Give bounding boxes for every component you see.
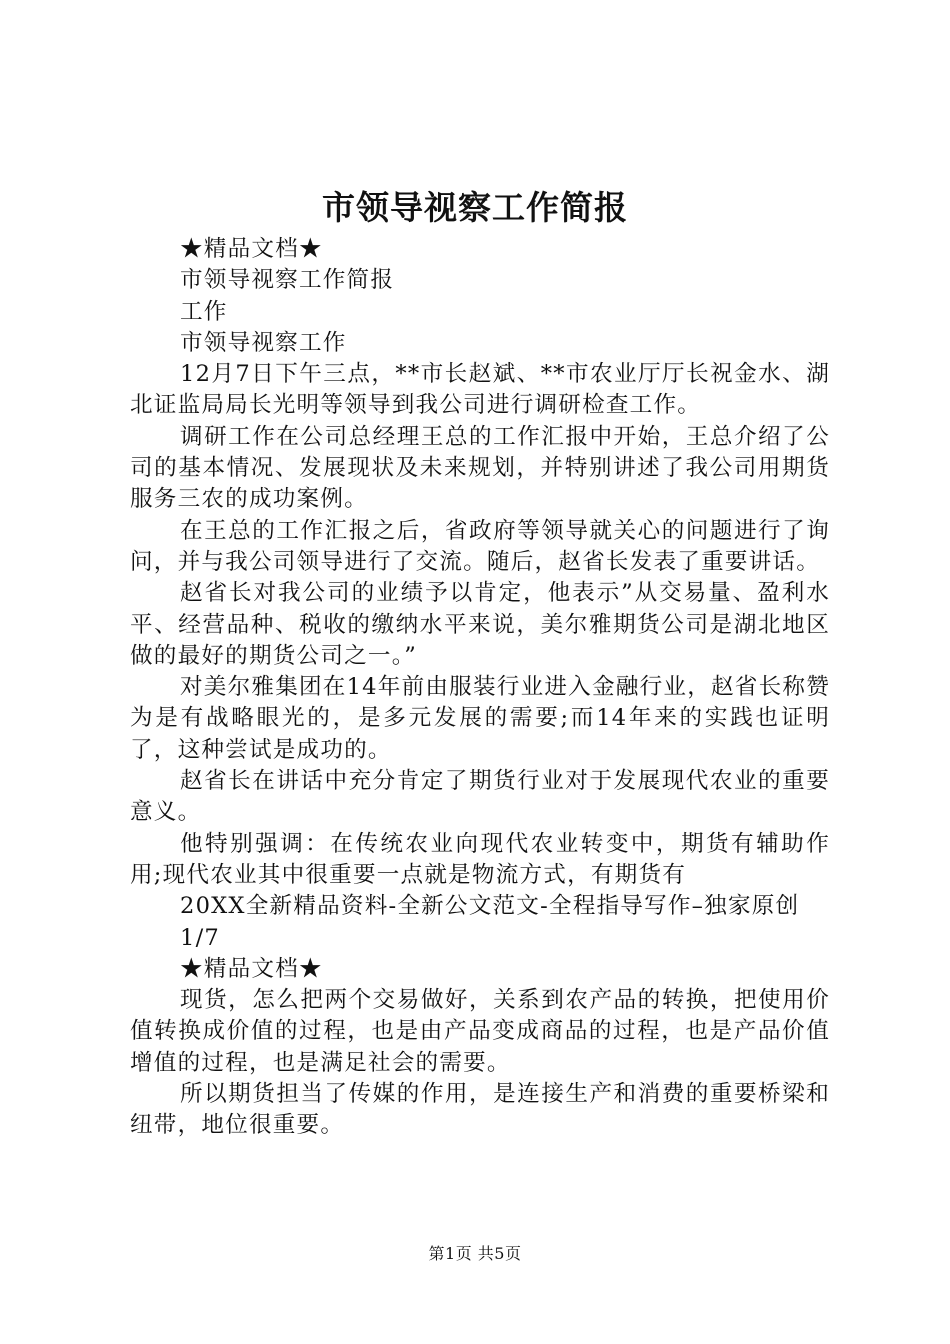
paragraph: 工作 bbox=[180, 298, 228, 325]
paragraph: 赵省长在讲话中充分肯定了期货行业对于发展现代农业的重要意义。 bbox=[130, 768, 830, 826]
page-number: 1/7 bbox=[180, 924, 220, 951]
paragraph: 他特别强调：在传统农业向现代农业转变中，期货有辅助作用;现代农业其中很重要一点就是物流方式，有期货有 bbox=[130, 830, 830, 888]
paragraph: 调研工作在公司总经理王总的工作汇报中开始，王总介绍了公司的基本情况、发展现状及未来规划，并特别讲述了我公司用期货服务三农的成功案例。 bbox=[130, 423, 830, 513]
document-title: 市领导视察工作简报 bbox=[322, 188, 628, 227]
paragraph: ★精品文档★ bbox=[180, 236, 323, 262]
paragraph: 20XX全新精品资料-全新公文范文-全程指导写作–独家原创 bbox=[180, 893, 800, 920]
paragraph: 12月7日下午三点，**市长赵斌、**市农业厅厅长祝金水、湖北证监局局长光明等领导到我公司进行调研检查工作。 bbox=[130, 361, 830, 419]
paragraph: 赵省长对我公司的业绩予以肯定，他表示”从交易量、盈利水平、经营品种、税收的缴纳水平来说，美尔雅期货公司是湖北地区做的最好的期货公司之一。” bbox=[130, 580, 830, 669]
paragraph: 现货，怎么把两个交易做好，关系到农产品的转换，把使用价值转换成价值的过程，也是由产品变成商品的过程，也是产品价值增值的过程，也是满足社会的需要。 bbox=[130, 987, 830, 1076]
paragraph: 市领导视察工作 bbox=[180, 329, 347, 356]
paragraph: 对美尔雅集团在14年前由服装行业进入金融行业，赵省长称赞为是有战略眼光的，是多元发展的需要;而14年来的实践也证明了，这种尝试是成功的。 bbox=[130, 674, 830, 763]
page-footer: 第1页 共5页 bbox=[428, 1244, 522, 1263]
paragraph: 所以期货担当了传媒的作用，是连接生产和消费的重要桥梁和纽带，地位很重要。 bbox=[130, 1081, 830, 1139]
document-body bbox=[130, 234, 830, 1142]
paragraph: ★精品文档★ bbox=[180, 955, 323, 982]
paragraph: 市领导视察工作简报 bbox=[180, 267, 395, 294]
paragraph: 在王总的工作汇报之后，省政府等领导就关心的问题进行了询问，并与我公司领导进行了交流。随后，赵省长发表了重要讲话。 bbox=[130, 517, 830, 575]
